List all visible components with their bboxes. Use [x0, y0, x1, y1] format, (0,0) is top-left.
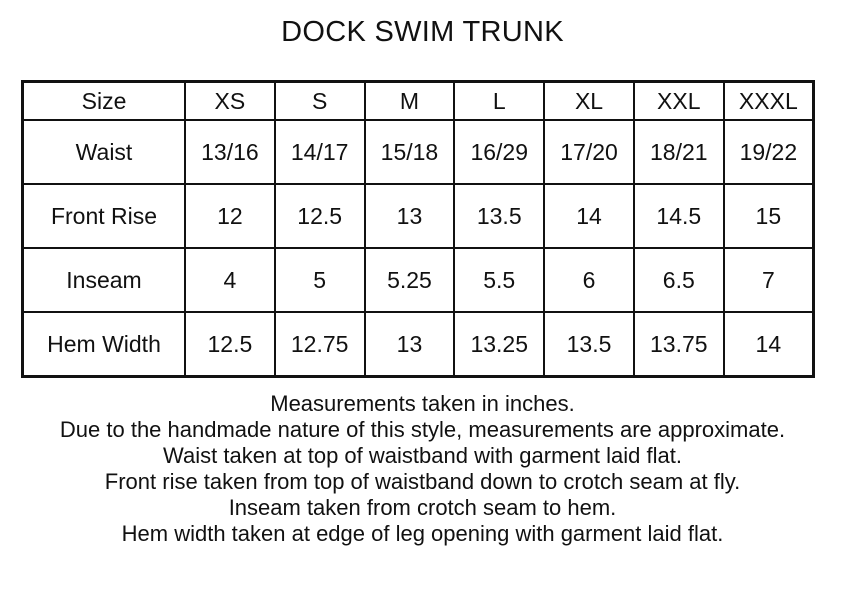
table-cell: 19/22: [724, 120, 814, 184]
row-label: Front Rise: [23, 184, 186, 248]
table-cell: 15/18: [365, 120, 455, 184]
table-cell: 12.75: [275, 312, 365, 377]
table-cell: 14/17: [275, 120, 365, 184]
column-header-xxl: XXL: [634, 82, 724, 121]
table-cell: 7: [724, 248, 814, 312]
table-cell: 13.75: [634, 312, 724, 377]
column-header-m: M: [365, 82, 455, 121]
table-cell: 13: [365, 312, 455, 377]
note-line-front-rise: Front rise taken from top of waistband down to crotch seam at fly.: [104, 469, 741, 494]
table-cell: 12: [185, 184, 275, 248]
note-line-inseam: Inseam taken from crotch seam to hem.: [228, 495, 617, 520]
page-title: DOCK SWIM TRUNK: [281, 16, 564, 48]
size-chart-head: [23, 82, 814, 121]
size-chart-body: [23, 120, 814, 377]
table-cell: 4: [185, 248, 275, 312]
table-cell: 6.5: [634, 248, 724, 312]
table-row: [23, 184, 814, 248]
table-cell: 12.5: [185, 312, 275, 377]
table-row: [23, 120, 814, 184]
row-label: Hem Width: [23, 312, 186, 377]
table-cell: 15: [724, 184, 814, 248]
column-header-s: S: [275, 82, 365, 121]
row-label: Waist: [23, 120, 186, 184]
size-chart-header-row: [23, 82, 814, 121]
table-cell: 13.25: [454, 312, 544, 377]
measurement-notes: [0, 391, 845, 547]
column-header-xs: XS: [185, 82, 275, 121]
size-chart-table: [21, 80, 815, 378]
table-cell: 14: [724, 312, 814, 377]
table-row: [23, 312, 814, 377]
table-cell: 14: [544, 184, 634, 248]
table-cell: 13: [365, 184, 455, 248]
column-header-size: Size: [23, 82, 186, 121]
column-header-xl: XL: [544, 82, 634, 121]
note-line-inches: Measurements taken in inches.: [270, 391, 575, 416]
note-line-handmade: Due to the handmade nature of this style, measurements are approximate.: [59, 417, 786, 442]
table-cell: 13.5: [544, 312, 634, 377]
table-cell: 14.5: [634, 184, 724, 248]
table-cell: 13/16: [185, 120, 275, 184]
column-header-l: L: [454, 82, 544, 121]
table-cell: 12.5: [275, 184, 365, 248]
table-cell: 16/29: [454, 120, 544, 184]
table-cell: 13.5: [454, 184, 544, 248]
table-cell: 6: [544, 248, 634, 312]
table-cell: 17/20: [544, 120, 634, 184]
table-cell: 5.25: [365, 248, 455, 312]
table-row: [23, 248, 814, 312]
note-line-waist: Waist taken at top of waistband with garment laid flat.: [163, 443, 682, 468]
table-cell: 5: [275, 248, 365, 312]
note-line-hem-width: Hem width taken at edge of leg opening with garment laid flat.: [121, 521, 724, 546]
table-cell: 5.5: [454, 248, 544, 312]
column-header-xxxl: XXXL: [724, 82, 814, 121]
table-cell: 18/21: [634, 120, 724, 184]
row-label: Inseam: [23, 248, 186, 312]
size-chart-page: [0, 15, 845, 599]
